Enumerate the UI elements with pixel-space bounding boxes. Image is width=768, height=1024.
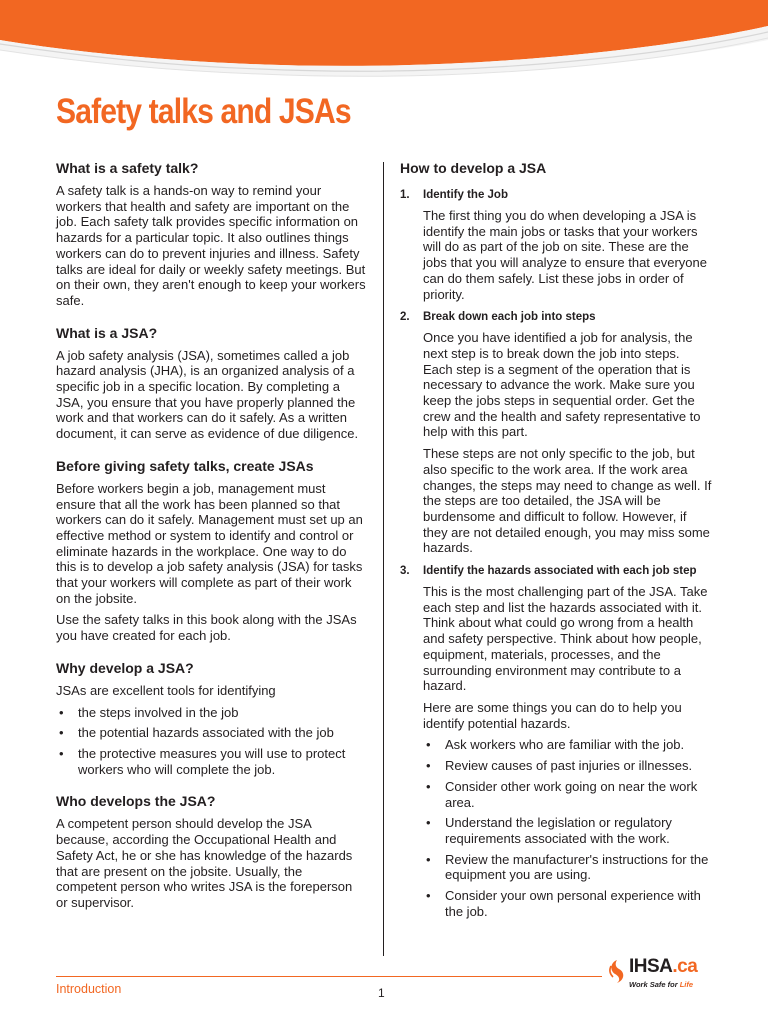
step-number: 3. — [400, 565, 410, 578]
paragraph: A competent person should develop the JSA because, according the Occupational Health and Safety Act, he or she has knowledge of the hazards that are present on the jobsite. Usually, the competent person who writes JSA is the foreperson or supervisor. — [56, 816, 353, 910]
list-item: • Understand the legislation or regulatory requirements associated with the work. — [423, 815, 712, 846]
right-column — [400, 160, 712, 925]
list-item: • Consider other work going on near the work area. — [423, 779, 712, 810]
paragraph: The first thing you do when developing a JSA is identify the main jobs or tasks that your workers will do as part of the job on site. These are the jobs that you will analyze to ensure that everyone can do them safely. List these jobs in order of priority. — [423, 208, 708, 302]
bullet-list — [423, 737, 712, 919]
page-number: 1 — [378, 986, 385, 1000]
list-item: • Review causes of past injuries or illnesses. — [423, 758, 712, 774]
section-heading-why-develop-jsa: Why develop a JSA? — [56, 659, 194, 676]
logo-suffix-text: .ca — [672, 956, 698, 977]
list-item: • Review the manufacturer's instructions for the equipment you are using. — [423, 852, 712, 883]
paragraph: A safety talk is a hands-on way to remind your workers that health and safety are important on the job. Each safety talk provides specific information on hazards for a particular topic. It also outlines things workers can do to prevent injuries and illness. Safety talks are ideal for daily or weekly safety meetings. But on their own, they aren't enough to keep your workers safe. — [56, 183, 366, 308]
page-title: Safety talks and JSAs — [56, 92, 351, 131]
logo-wordmark — [629, 956, 697, 978]
paragraph: Here are some things you can do to help you identify potential hazards. — [423, 699, 682, 731]
list-item: • Consider your own personal experience with the job. — [423, 888, 712, 919]
paragraph: These steps are not only specific to the job, but also specific to the work area. If the work area changes, the steps may need to change as well. If the steps are too detailed, the JSA will be burdensome and difficult to follow. However, if they are not detailed enough, you may miss some hazards. — [423, 446, 712, 556]
step-title: Identify the hazards associated with each job step — [423, 565, 697, 578]
paragraph: Use the safety talks in this book along with the JSAs you have created for each job. — [56, 612, 357, 644]
footer-divider — [56, 976, 602, 977]
logo-tagline — [629, 980, 693, 989]
column-divider — [383, 162, 384, 956]
header-banner — [0, 0, 768, 100]
section-heading-who-develops-jsa: Who develops the JSA? — [56, 793, 216, 810]
step-1 — [400, 186, 712, 302]
step-title: Break down each job into steps — [423, 311, 596, 324]
paragraph: Once you have identified a job for analysis, the next step is to break down the job into steps. Each step is a segment of the operation that is necessary to advance the work. Make sure you keep the jobs steps in sequential order. Get the crew and the health and safety representative to help with this part. — [423, 330, 701, 440]
left-column — [56, 160, 366, 917]
section-heading-how-to-develop-jsa: How to develop a JSA — [400, 160, 547, 176]
step-number: 1. — [400, 189, 410, 201]
section-heading-what-is-safety-talk: What is a safety talk? — [56, 160, 199, 176]
paragraph: JSAs are excellent tools for identifying — [56, 682, 276, 698]
list-item: • the protective measures you will use to protect workers who will complete the job. — [56, 746, 366, 777]
logo-main-text: IHSA — [629, 956, 673, 977]
paragraph: A job safety analysis (JSA), sometimes called a job hazard analysis (JHA), is an organized analysis of a specific job in a specific location. By completing a JSA, you ensure that you have properly planned the work and that workers can do it safely. As a written document, it can serve as evidence of due diligence. — [56, 347, 359, 442]
step-3 — [400, 562, 712, 919]
section-heading-what-is-jsa: What is a JSA? — [56, 324, 158, 341]
ihsa-swirl-icon — [607, 958, 627, 984]
paragraph: This is the most challenging part of the JSA. Take each step and list the hazards associated with it. Think about what could go wrong from a health and safety perspective. Think about how people, equipment, materials, processes, and the surrounding environment may contribute to a hazard. — [423, 584, 708, 694]
step-title: Identify the Job — [423, 189, 508, 201]
step-number: 2. — [400, 311, 410, 324]
tagline-text: Work Safe for — [629, 980, 680, 989]
section-heading-create-jsas: Before giving safety talks, create JSAs — [56, 457, 314, 474]
list-item: • the potential hazards associated with the job — [56, 725, 366, 741]
list-item: • Ask workers who are familiar with the job. — [423, 737, 712, 753]
paragraph: Before workers begin a job, management must ensure that all the work has been planned so that workers can do it safely. Management must set up an effective method or system to identify and control or eliminate hazards in the workplace. One way to do this is to develop a job safety analysis (JSA) for tasks that your workers will complete as part of their work on the jobsite. — [56, 480, 363, 606]
step-2 — [400, 308, 712, 556]
bullet-list — [56, 705, 366, 778]
footer-section-label: Introduction — [56, 982, 122, 996]
tagline-life-text: Life — [679, 980, 694, 989]
ihsa-logo — [607, 956, 717, 998]
list-item: • the steps involved in the job — [56, 705, 366, 721]
